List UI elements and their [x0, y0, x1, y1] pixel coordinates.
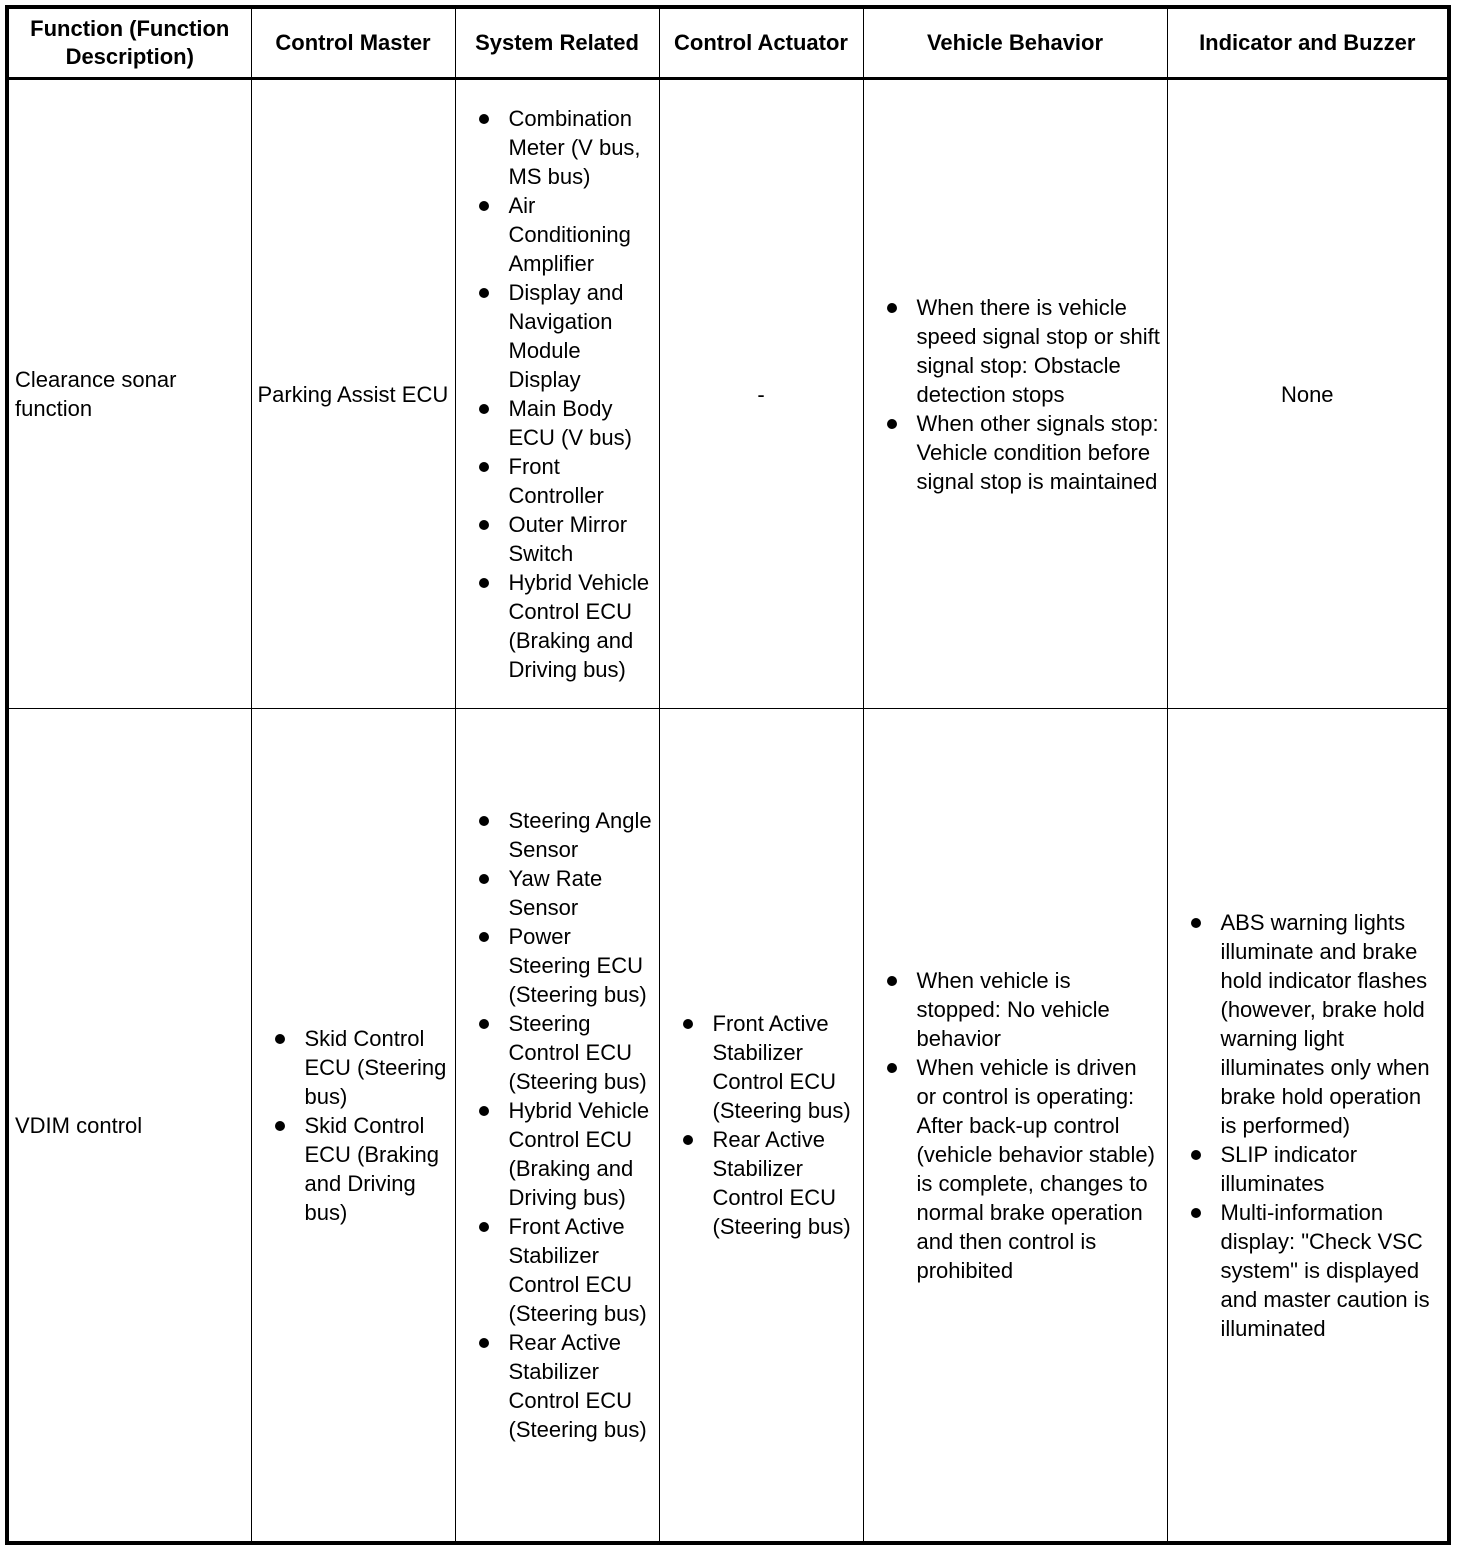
list-item	[509, 452, 655, 510]
bullet-icon	[479, 520, 489, 530]
control-actuator-cell	[659, 709, 863, 1544]
indicator-text: None	[1280, 381, 1334, 407]
bullet-icon	[479, 201, 489, 211]
list-item	[305, 1024, 451, 1111]
list-item	[509, 864, 655, 922]
list-item	[305, 1111, 451, 1227]
list-item	[1221, 1198, 1444, 1343]
function-cell	[7, 709, 251, 1544]
header-function: Function (Function Description)	[7, 7, 251, 79]
table-row	[7, 709, 1449, 1544]
bullet-icon	[275, 1121, 285, 1131]
bullet-icon	[683, 1019, 693, 1029]
list-item-text: Front Active Stabilizer Control ECU (Steering bus)	[712, 1011, 851, 1123]
list-item-text: Rear Active Stabilizer Control ECU (Steering bus)	[712, 1127, 851, 1239]
list-item	[509, 1328, 655, 1444]
list-item	[509, 278, 655, 394]
bullet-icon	[479, 932, 489, 942]
list-item-text: ABS warning lights illuminate and brake hold indicator flashes (however, brake hold warning light illuminates only when brake hold operation is performed)	[1220, 909, 1430, 1138]
list-item	[509, 806, 655, 864]
bullet-icon	[887, 303, 897, 313]
header-vehicle-behavior: Vehicle Behavior	[863, 7, 1167, 79]
list-item-text: Combination Meter (V bus, MS bus)	[508, 106, 641, 189]
list-item-text: Air Conditioning Amplifier	[508, 193, 631, 276]
system-related-cell	[455, 709, 659, 1544]
list-item	[1221, 908, 1444, 1140]
list-item	[1221, 1140, 1444, 1198]
list-item-text: Hybrid Vehicle Control ECU (Braking and Driving bus)	[508, 570, 650, 682]
bullet-icon	[479, 1222, 489, 1232]
list-item-text: Yaw Rate Sensor	[508, 866, 603, 920]
list-item-text: Steering Control ECU (Steering bus)	[508, 1011, 647, 1094]
bullet-icon	[479, 404, 489, 414]
list-item	[713, 1125, 859, 1241]
bullet-icon	[275, 1034, 285, 1044]
list-item-text: When vehicle is driven or control is operating: After back-up control (vehicle behavior stable) is complete, changes to normal brake operation and then control is prohibited	[916, 1054, 1155, 1283]
list-item-text: When other signals stop: Vehicle condition before signal stop is maintained	[916, 410, 1159, 494]
list-item-text: SLIP indicator illuminates	[1220, 1141, 1358, 1196]
list-item-text: When vehicle is stopped: No vehicle behavior	[916, 967, 1110, 1051]
control-master-cell	[251, 709, 455, 1544]
list-item-text: Front Active Stabilizer Control ECU (Steering bus)	[508, 1214, 647, 1326]
control-master-text: Parking Assist ECU	[257, 381, 449, 407]
list-item-text: Front Controller	[508, 454, 604, 508]
control-actuator-text: -	[757, 381, 765, 407]
list-item	[509, 568, 655, 684]
list-item-text: Main Body ECU (V bus)	[508, 396, 632, 450]
list-item-text: Skid Control ECU (Steering bus)	[304, 1025, 447, 1109]
bullet-icon	[479, 288, 489, 298]
list-item	[509, 104, 655, 191]
bullet-icon	[479, 114, 489, 124]
list-item	[917, 409, 1161, 496]
list-item-text: Outer Mirror Switch	[508, 512, 628, 566]
vehicle-behavior-cell	[863, 79, 1167, 709]
list-item	[917, 293, 1161, 409]
function-cell	[7, 79, 251, 709]
function-text: VDIM control	[15, 1112, 143, 1138]
list-item-text: Display and Navigation Module Display	[508, 280, 624, 392]
system-related-cell	[455, 79, 659, 709]
list-item-text: Steering Angle Sensor	[508, 808, 652, 862]
list-item-text: Hybrid Vehicle Control ECU (Braking and Driving bus)	[508, 1098, 650, 1210]
bullet-icon	[887, 976, 897, 986]
bullet-icon	[1191, 1208, 1201, 1218]
bullet-icon	[479, 1019, 489, 1029]
bullet-icon	[479, 816, 489, 826]
bullet-icon	[479, 578, 489, 588]
list-item	[713, 1009, 859, 1125]
bullet-icon	[1191, 1150, 1201, 1160]
vehicle-behavior-cell	[863, 709, 1167, 1544]
bullet-icon	[887, 419, 897, 429]
bullet-icon	[1191, 918, 1201, 928]
function-table	[5, 5, 1451, 1545]
list-item-text: Skid Control ECU (Braking and Driving bus)	[304, 1112, 439, 1225]
header-row	[7, 7, 1449, 79]
list-item-text: Rear Active Stabilizer Control ECU (Steering bus)	[508, 1330, 647, 1442]
header-system-related: System Related	[455, 7, 659, 79]
bullet-icon	[887, 1063, 897, 1073]
header-control-master: Control Master	[251, 7, 455, 79]
bullet-icon	[683, 1135, 693, 1145]
list-item-text: Power Steering ECU (Steering bus)	[508, 924, 647, 1007]
control-actuator-cell	[659, 79, 863, 709]
list-item	[917, 1053, 1161, 1285]
list-item	[509, 1212, 655, 1328]
header-indicator-and-buzzer: Indicator and Buzzer	[1167, 7, 1449, 79]
list-item-text: Multi-information display: "Check VSC system" is displayed and master caution is illuminated	[1220, 1199, 1430, 1341]
function-text: Clearance sonar function	[15, 367, 177, 421]
indicator-cell	[1167, 79, 1449, 709]
bullet-icon	[479, 1106, 489, 1116]
list-item	[509, 510, 655, 568]
bullet-icon	[479, 462, 489, 472]
table-row	[7, 79, 1449, 709]
bullet-icon	[479, 1338, 489, 1348]
bullet-icon	[479, 874, 489, 884]
header-control-actuator: Control Actuator	[659, 7, 863, 79]
list-item	[917, 966, 1161, 1053]
list-item	[509, 1096, 655, 1212]
list-item-text: When there is vehicle speed signal stop or shift signal stop: Obstacle detection stops	[916, 294, 1160, 407]
indicator-cell	[1167, 709, 1449, 1544]
control-master-cell	[251, 79, 455, 709]
list-item	[509, 191, 655, 278]
list-item	[509, 922, 655, 1009]
list-item	[509, 394, 655, 452]
list-item	[509, 1009, 655, 1096]
